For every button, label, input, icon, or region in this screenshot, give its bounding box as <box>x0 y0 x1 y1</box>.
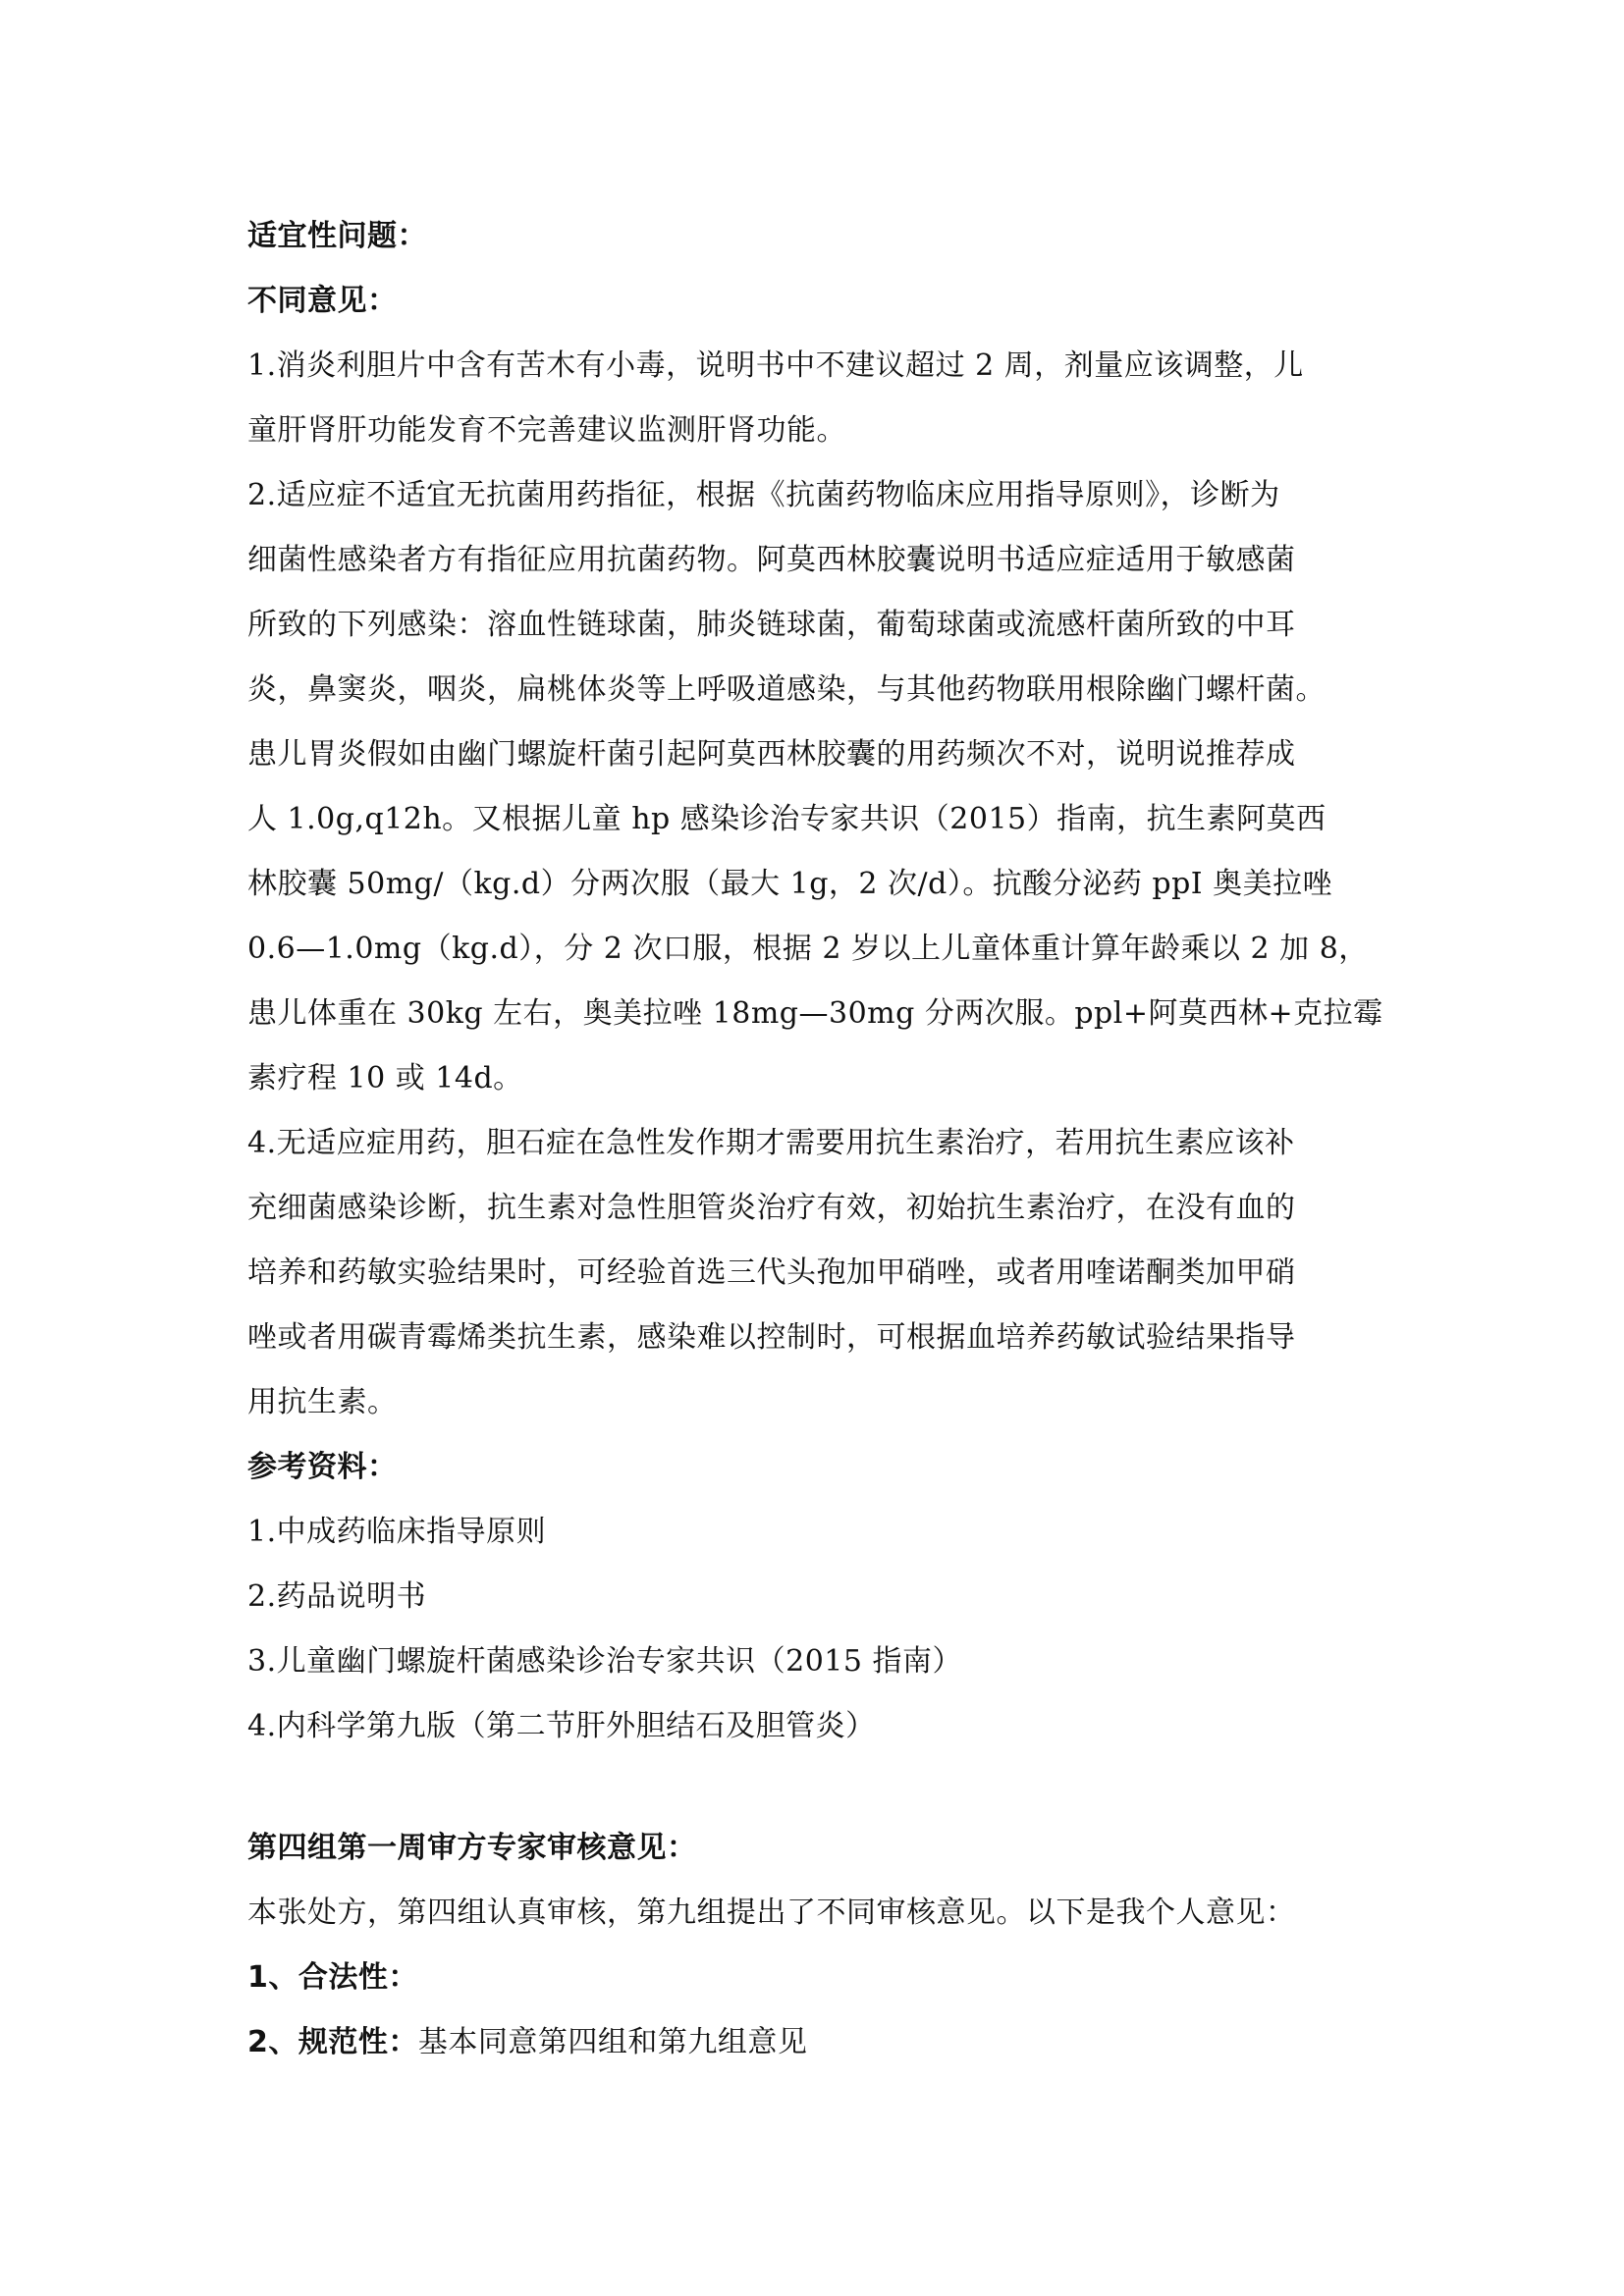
para1-line: 1.消炎利胆片中含有苦木有小毒，说明书中不建议超过 2 周，剂量应该调整，儿 <box>247 348 1304 383</box>
heading-suitability: 适宜性问题： <box>247 219 427 253</box>
para2-line: 素疗程 10 或 14d。 <box>247 1061 523 1095</box>
para2-line: 人 1.0g,q12h。又根据儿童 hp 感染诊治专家共识（2015）指南，抗生素阿莫西 <box>247 802 1326 836</box>
item-standardization-text: 基本同意第四组和第九组意见 <box>417 2025 808 2059</box>
item-standardization-label: 2、规范性： <box>247 2025 418 2059</box>
para4-line: 培养和药敏实验结果时，可经验首选三代头孢加甲硝唑，或者用喹诺酮类加甲硝 <box>247 1255 1296 1290</box>
heading-references: 参考资料： <box>247 1450 398 1484</box>
item-legality <box>247 1946 1377 2010</box>
para2-line: 患儿体重在 30kg 左右，奥美拉唑 18mg—30mg 分两次服。ppl+阿莫西林+克拉霉 <box>247 996 1383 1031</box>
para2-line: 细菌性感染者方有指征应用抗菌药物。阿莫西林胶囊说明书适应症适用于敏感菌 <box>247 543 1296 577</box>
item-standardization <box>247 2010 1377 2075</box>
heading-expert-review: 第四组第一周审方专家审核意见： <box>247 1831 697 1865</box>
section-spacer <box>247 1759 1377 1816</box>
para2-line: 林胶囊 50mg/（kg.d）分两次服（最大 1g，2 次/d）。抗酸分泌药 ppI 奥美拉唑 <box>247 867 1333 901</box>
para2-line: 2.适应症不适宜无抗菌用药指征，根据《抗菌药物临床应用指导原则》，诊断为 <box>247 478 1280 512</box>
para2-line: 炎，鼻窦炎，咽炎，扁桃体炎等上呼吸道感染，与其他药物联用根除幽门螺杆菌。 <box>247 672 1326 707</box>
reference-item: 2.药品说明书 <box>247 1579 427 1614</box>
para2-line: 0.6—1.0mg（kg.d），分 2 次口服，根据 2 岁以上儿童体重计算年龄乘以 2 加 8， <box>247 932 1369 966</box>
item-legality-label: 1、合法性： <box>247 1960 418 1995</box>
para4-line: 唑或者用碳青霉烯类抗生素，感染难以控制时，可根据血培养药敏试验结果指导 <box>247 1320 1296 1355</box>
reference-item: 4.内科学第九版（第二节肝外胆结石及胆管炎） <box>247 1709 876 1743</box>
para1-line: 童肝肾肝功能发育不完善建议监测肝肾功能。 <box>247 413 846 448</box>
expert-intro: 本张处方，第四组认真审核，第九组提出了不同审核意见。以下是我个人意见： <box>247 1896 1296 1930</box>
para4-line: 充细菌感染诊断，抗生素对急性胆管炎治疗有效，初始抗生素治疗，在没有血的 <box>247 1191 1296 1225</box>
para2-line: 所致的下列感染：溶血性链球菌，肺炎链球菌，葡萄球菌或流感杆菌所致的中耳 <box>247 608 1296 642</box>
reference-item: 1.中成药临床指导原则 <box>247 1515 547 1549</box>
document-body <box>247 204 1383 2075</box>
reference-item: 3.儿童幽门螺旋杆菌感染诊治专家共识（2015 指南） <box>247 1644 963 1679</box>
para4-line: 用抗生素。 <box>247 1385 398 1419</box>
heading-dissent: 不同意见： <box>247 284 398 318</box>
para4-line: 4.无适应症用药，胆石症在急性发作期才需要用抗生素治疗，若用抗生素应该补 <box>247 1126 1295 1160</box>
para2-line: 患儿胃炎假如由幽门螺旋杆菌引起阿莫西林胶囊的用药频次不对，说明说推荐成 <box>247 737 1296 772</box>
